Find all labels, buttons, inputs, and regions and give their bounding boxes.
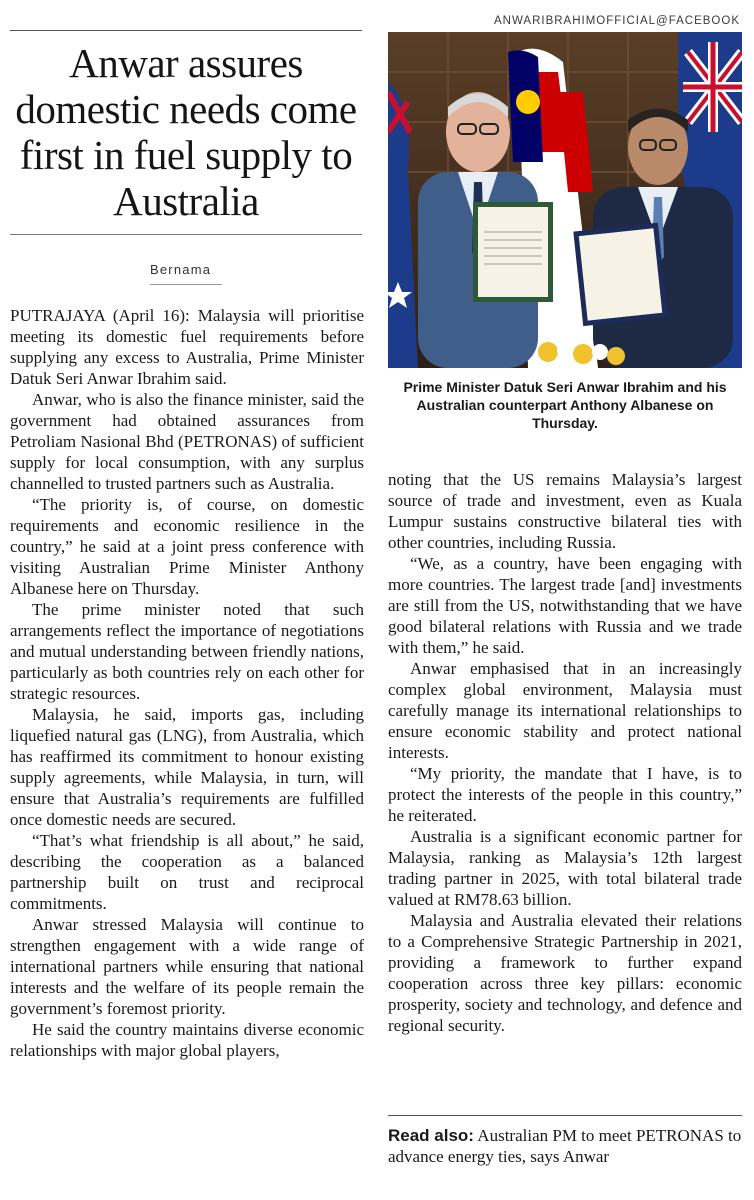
news-photo xyxy=(388,32,742,368)
headline-rule xyxy=(10,234,362,235)
article-paragraph: Australia is a significant economic partner for Malaysia, ranking as Malaysia’s 12th largest trading partner in 2025, with total bilateral trade valued at RM78.63 billion. xyxy=(388,827,742,909)
top-rule xyxy=(10,30,362,31)
photo-credit: ANWARIBRAHIMOFFICIAL@FACEBOOK xyxy=(494,15,740,27)
article-paragraph: The prime minister noted that such arrangements reflect the importance of negotiations and mutual understanding between friendly nations, particularly as both countries rely on each other for strategic resources. xyxy=(10,600,364,703)
read-also-rule xyxy=(388,1115,742,1116)
article-paragraph: Anwar emphasised that in an increasingly complex global environment, Malaysia must carefully manage its international relationships to ensure economic stability and protect national interests. xyxy=(388,659,742,762)
article-paragraph: “We, as a country, have been engaging with more countries. The largest trade [and] investments are still from the US, notwithstanding that we have good bilateral relations with Russia and we trade with them,” he said. xyxy=(388,554,742,657)
photo-caption: Prime Minister Datuk Seri Anwar Ibrahim and his Australian counterpart Anthony Albanese on Thursday. xyxy=(403,379,727,431)
article-paragraph: Anwar, who is also the finance minister, said the government had obtained assurances from Petroliam Nasional Bhd (PETRONAS) of sufficient supply for local consumption, with any surplus channelled to trusted partners such as Australia. xyxy=(10,390,364,493)
byline: Bernama xyxy=(150,262,212,277)
article-paragraph: noting that the US remains Malaysia’s largest source of trade and investment, even as Kuala Lumpur sustains constructive bilateral ties with other countries, including Russia. xyxy=(388,470,742,552)
headline: Anwar assures domestic needs come first in fuel supply to Australia xyxy=(15,40,357,224)
article-paragraph: He said the country maintains diverse economic relationships with major global players, xyxy=(10,1020,364,1060)
article-paragraph: Malaysia, he said, imports gas, including liquefied natural gas (LNG), from Australia, which has reaffirmed its commitment to honour existing supply agreements, while Malaysia, in turn, will ensure that Australia’s requirements are fulfilled once domestic needs are secured. xyxy=(10,705,364,829)
article-paragraph: “The priority is, of course, on domestic requirements and economic resilience in the country,” he said at a joint press conference with visiting Australian Prime Minister Anthony Albanese here on Thursday. xyxy=(10,495,364,598)
article-paragraph: “That’s what friendship is all about,” he said, describing the cooperation as a balanced partnership built on trust and reciprocal commitments. xyxy=(10,831,364,913)
article-paragraph: Malaysia and Australia elevated their relations to a Comprehensive Strategic Partnership in 2021, providing a framework to further expand cooperation across three key pillars: economic prosperity, society and technology, and defence and regional security. xyxy=(388,911,742,1035)
read-also[interactable] xyxy=(388,1125,742,1167)
article-paragraph: “My priority, the mandate that I have, is to protect the interests of the people in this country,” he reiterated. xyxy=(388,764,742,825)
article-paragraph: Anwar stressed Malaysia will continue to strengthen engagement with a wide range of international partners while ensuring that national interests and the welfare of its people remain the government’s foremost priority. xyxy=(10,915,364,1018)
article-paragraph: PUTRAJAYA (April 16): Malaysia will prioritise meeting its domestic fuel requirements before supplying any excess to Australia, Prime Minister Datuk Seri Anwar Ibrahim said. xyxy=(10,306,364,388)
article-column-right xyxy=(388,469,742,1036)
read-also-label: Read also: xyxy=(388,1126,474,1145)
article-column-left xyxy=(10,305,364,1061)
read-also-link[interactable]: Australian PM to meet PETRONAS to advance energy ties, says Anwar xyxy=(388,1126,742,1166)
byline-underline xyxy=(150,284,222,285)
